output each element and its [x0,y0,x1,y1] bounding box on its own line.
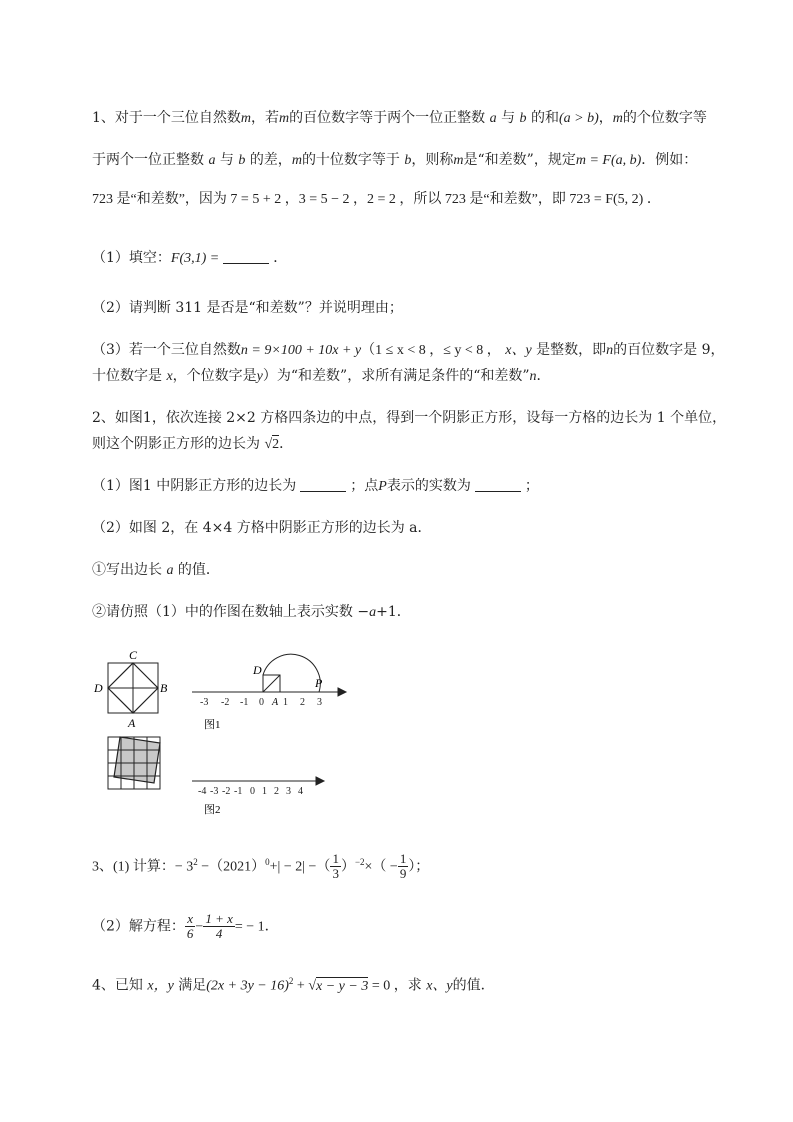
q3-part2: （2）解方程： $\frac{x}{6}$ − $\frac{1 + x}{4}$ = − 1． [92,911,279,941]
fig1-tick-3: 3 [317,697,322,708]
fig2-tick-4: 4 [298,786,303,797]
q1-line1: 1、对于一个三位自然数m，若m的百位数字等于两个一位正整数 a 与 b 的和(a > b)，m的个位数字等 [92,110,707,126]
fig1-caption: 图1 [204,719,221,731]
q1-part3-line1: （3）若一个三位自然数n = 9×100 + 10x + y（1 ≤ x < 8 ，≤ y < 8 ， x、y 是整数，即n的百位数字是 9， [92,342,725,358]
q3-part1: 3、(1) 计算：− $3^2 -(2021)^0+| - 2|$ −（ $\frac{1}{3}$ ）$^{-2}$×（ − $\frac{1}{9}$ ）； [92,851,430,882]
answer-blank-2 [475,477,521,492]
fig2-tick-1: 1 [262,786,267,797]
fig2-tick-n3: -3 [210,786,219,797]
fig1-label-d2: D [253,663,262,677]
q1-part3-line2: 十位数字是 x，个位数字是y）为“和差数”，求所有满足条件的“和差数”n． [92,368,551,384]
fraction-1-3: $\frac{1}{3}$ [332,851,339,882]
q2-part1: （1）图1 中阴影正方形的边长为 ；点P表示的实数为 ； [92,478,539,494]
q1-line2: 于两个一位正整数 a 与 b 的差，m的十位数字等于 b，则称m是“和差数”，规定m = F(a, b)．例如： [92,152,698,168]
fig2-tick-n2: -2 [222,786,231,797]
fig1-tick-n3: -3 [200,697,209,708]
fraction-1px-4: $\frac{1 + x}{4}$ [205,911,233,941]
fig1-label-p: P [315,676,323,690]
fig1-tick-n1: -1 [240,697,249,708]
fig1-grid [108,663,158,713]
q1-line3: 723 是“和差数”，因为 7 = 5 + 2 ，3 = 5 − 2 ，2 = 2 ，所以 723 是“和差数”，即 723 = F(5, 2) ． [92,192,661,207]
fig2-grid [108,737,160,789]
fraction-1-9: $\frac{1}{9}$ [399,851,407,882]
fig2-tick-2: 2 [274,786,279,797]
fig1-tick-n2: -2 [221,697,230,708]
fig1-ticks [200,697,322,708]
fig1-tick-0: 0 [259,697,264,708]
fig2-number-line [192,777,324,785]
fig2-caption: 图2 [204,804,221,816]
fig1-label-d: D [94,681,103,695]
q1-part1: （1）填空：F(3,1) = ． [92,250,288,266]
fig1-label-c: C [129,648,138,662]
fig1-number-line [192,654,346,696]
fig2-tick-3: 3 [286,786,291,797]
fig2-tick-0: 0 [250,786,255,797]
fig1-tick-2: 2 [300,697,305,708]
fig2-tick-n4: -4 [198,786,207,797]
q2-sub1: ①写出边长 a 的值． [92,562,220,578]
q2-line1: 2、如图1，依次连接 2×2 方格四条边的中点，得到一个阴影正方形，设每一方格的边长为 1 个单位， [92,410,727,426]
q4-line: 4、已知 x，y 满足$(2x + 3y - 16)^2 + √x - y - 3 = 0$ ，求 x、y的值． [92,976,495,994]
fig2-tick-n1: -1 [234,786,243,797]
fig1-label-b: B [160,681,168,695]
fig1-label-a: A [128,716,136,730]
fig1-label-a2: A [272,697,279,708]
fig1-tick-1: 1 [283,697,288,708]
fraction-x-6: $\frac{x}{6}$ [186,911,194,941]
answer-blank-1 [300,477,346,492]
q2-sub2: ②请仿照（1）中的作图在数轴上表示实数 −a+1． [92,604,411,620]
q1-part2: （2）请判断 311 是否是“和差数”？并说明理由； [92,300,403,316]
q2-part2: （2）如图 2，在 4×4 方格中阴影正方形的边长为 a． [92,520,432,536]
figures [88,645,358,825]
q2-line2: 则这个阴影正方形的边长为 √2． [92,436,294,452]
answer-blank [223,249,269,264]
fig2-ticks [198,786,303,797]
